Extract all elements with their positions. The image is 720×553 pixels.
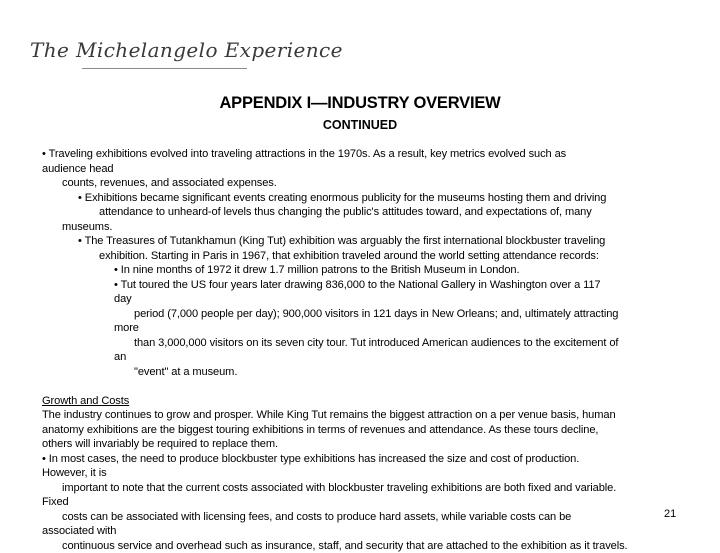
- section-line: Fixed: [42, 495, 682, 510]
- paragraph-line: counts, revenues, and associated expenses.: [42, 176, 682, 191]
- paragraph-line: • Tut toured the US four years later drawing 836,000 to the National Gallery in Washington over a 117: [42, 278, 682, 293]
- paragraph-line: more: [42, 321, 682, 336]
- section-line: • In most cases, the need to produce blockbuster type exhibitions has increased the size and cost of production.: [42, 452, 682, 467]
- paragraph-line: period (7,000 people per day); 900,000 visitors in 121 days in New Orleans; and, ultimately attracting: [42, 307, 682, 322]
- section-line: associated with: [42, 524, 682, 539]
- paragraph-line: attendance to unheard-of levels thus changing the public's attitudes toward, and expectations of, many: [42, 205, 682, 220]
- michelangelo-experience-logo: The Michelangelo Experience: [30, 38, 343, 62]
- paragraph-line: • Traveling exhibitions evolved into traveling attractions in the 1970s. As a result, key metrics evolved such as: [42, 147, 682, 162]
- section-line: However, it is: [42, 466, 682, 481]
- page-subtitle: CONTINUED: [0, 118, 720, 132]
- logo-underline: [82, 68, 247, 69]
- section-line: continuous service and overhead such as insurance, staff, and security that are attached to the exhibition as it travels.: [42, 539, 682, 553]
- paragraph-line: than 3,000,000 visitors on its seven city tour. Tut introduced American audiences to the excitement of: [42, 336, 682, 351]
- paragraph-line: audience head: [42, 162, 682, 177]
- section-line: important to note that the current costs associated with blockbuster traveling exhibitions are both fixed and variable.: [42, 481, 682, 496]
- section-line: costs can be associated with licensing fees, and costs to produce hard assets, while variable costs can be: [42, 510, 682, 525]
- paragraph-line: an: [42, 350, 682, 365]
- paragraph-line: "event" at a museum.: [42, 365, 682, 380]
- paragraph-line: • In nine months of 1972 it drew 1.7 million patrons to the British Museum in London.: [42, 263, 682, 278]
- section-line: The industry continues to grow and prosper. While King Tut remains the biggest attraction on a per venue basis, human: [42, 408, 682, 423]
- body-text: [42, 147, 682, 553]
- paragraph-line: day: [42, 292, 682, 307]
- paragraph-line: museums.: [42, 220, 682, 235]
- paragraph-line: • The Treasures of Tutankhamun (King Tut) exhibition was arguably the first international blockbuster traveling: [42, 234, 682, 249]
- paragraph-line: exhibition. Starting in Paris in 1967, that exhibition traveled around the world setting attendance records:: [42, 249, 682, 264]
- section-line: others will invariably be required to replace them.: [42, 437, 682, 452]
- section-line: anatomy exhibitions are the biggest touring exhibitions in terms of revenues and attendance. As these tours decline,: [42, 423, 682, 438]
- paragraph-line: • Exhibitions became significant events creating enormous publicity for the museums hosting them and driving: [42, 191, 682, 206]
- section-heading: Growth and Costs: [42, 394, 682, 409]
- page-number: 21: [664, 508, 676, 520]
- page-title: APPENDIX I—INDUSTRY OVERVIEW: [0, 94, 720, 113]
